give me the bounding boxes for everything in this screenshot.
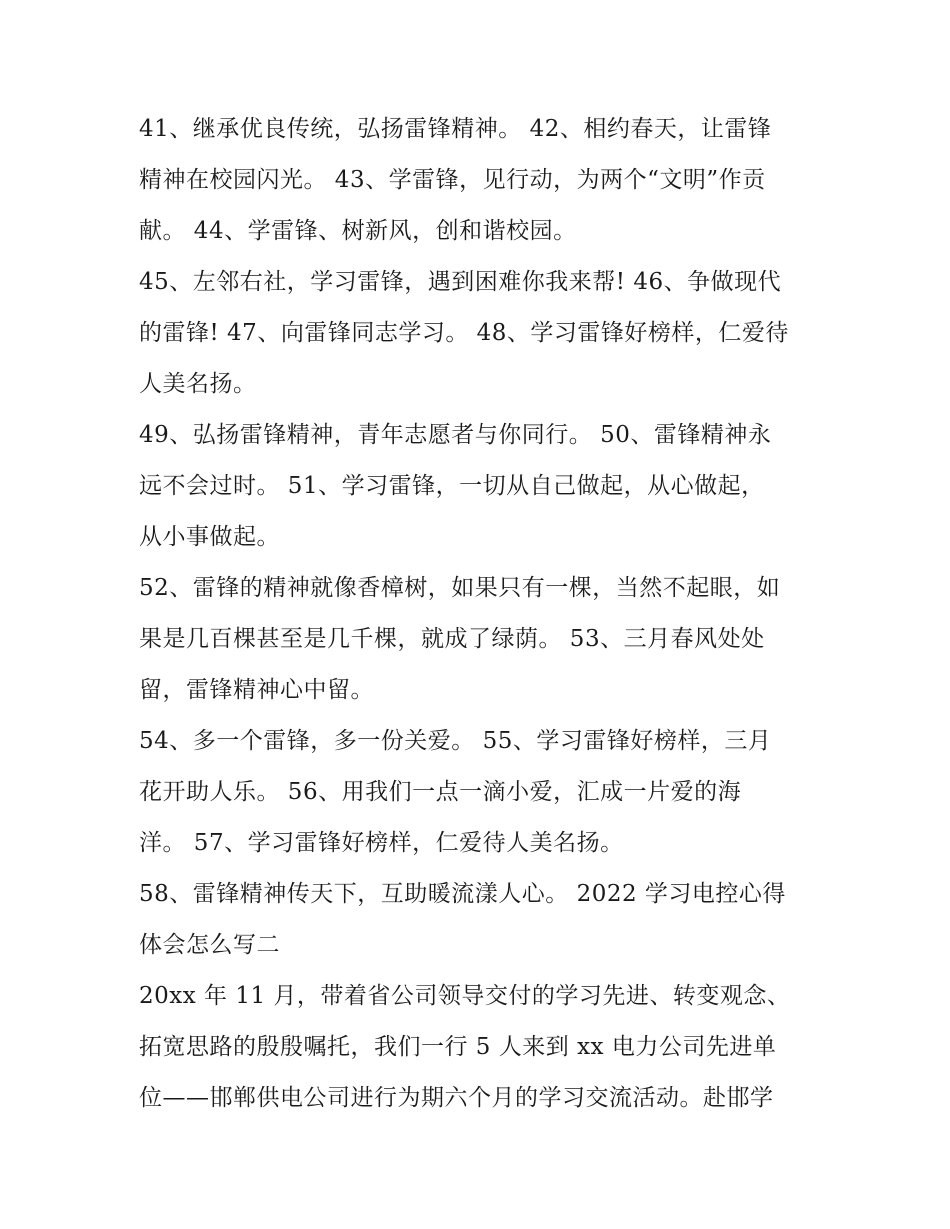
text-line: 41、继承优良传统，弘扬雷锋精神。 42、相约春天，让雷锋: [139, 116, 772, 142]
text-line: 体会怎么写二: [139, 932, 280, 958]
text-line: 52、雷锋的精神就像香樟树，如果只有一棵，当然不起眼，如: [139, 575, 781, 601]
text-line: 45、左邻右社，学习雷锋，遇到困难你我来帮! 46、争做现代: [139, 269, 782, 295]
text-line: 58、雷锋精神传天下，互助暖流漾人心。 2022 学习电控心得: [139, 881, 786, 907]
text-line: 花开助人乐。 56、用我们一点一滴小爱，汇成一片爱的海: [139, 779, 742, 805]
text-line: 精神在校园闪光。 43、学雷锋，见行动，为两个“文明”作贡: [139, 167, 766, 193]
text-line: 49、弘扬雷锋精神，青年志愿者与你同行。 50、雷锋精神永: [139, 422, 772, 448]
text-line: 拓宽思路的殷殷嘱托，我们一行 5 人来到 xx 电力公司先进单: [139, 1034, 777, 1060]
text-line: 54、多一个雷锋，多一份关爱。 55、学习雷锋好榜样，三月: [139, 728, 772, 754]
text-line: 留，雷锋精神心中留。: [139, 677, 374, 703]
text-line: 的雷锋! 47、向雷锋同志学习。 48、学习雷锋好榜样，仁爱待: [139, 320, 789, 346]
text-line: 位——邯郸供电公司进行为期六个月的学习交流活动。赴邯学: [139, 1085, 774, 1111]
text-line: 人美名扬。: [139, 371, 257, 397]
text-line: 20xx 年 11 月，带着省公司领导交付的学习先进、转变观念、: [139, 983, 791, 1009]
text-line: 献。 44、学雷锋、树新风，创和谐校园。: [139, 218, 577, 244]
text-line: 远不会过时。 51、学习雷锋，一切从自己做起，从心做起，: [139, 473, 765, 499]
text-line: 洋。 57、学习雷锋好榜样，仁爱待人美名扬。: [139, 830, 624, 856]
text-line: 果是几百棵甚至是几千棵，就成了绿荫。 53、三月春风处处: [139, 626, 765, 652]
document-body: [139, 104, 819, 1124]
text-line: 从小事做起。: [139, 524, 280, 550]
